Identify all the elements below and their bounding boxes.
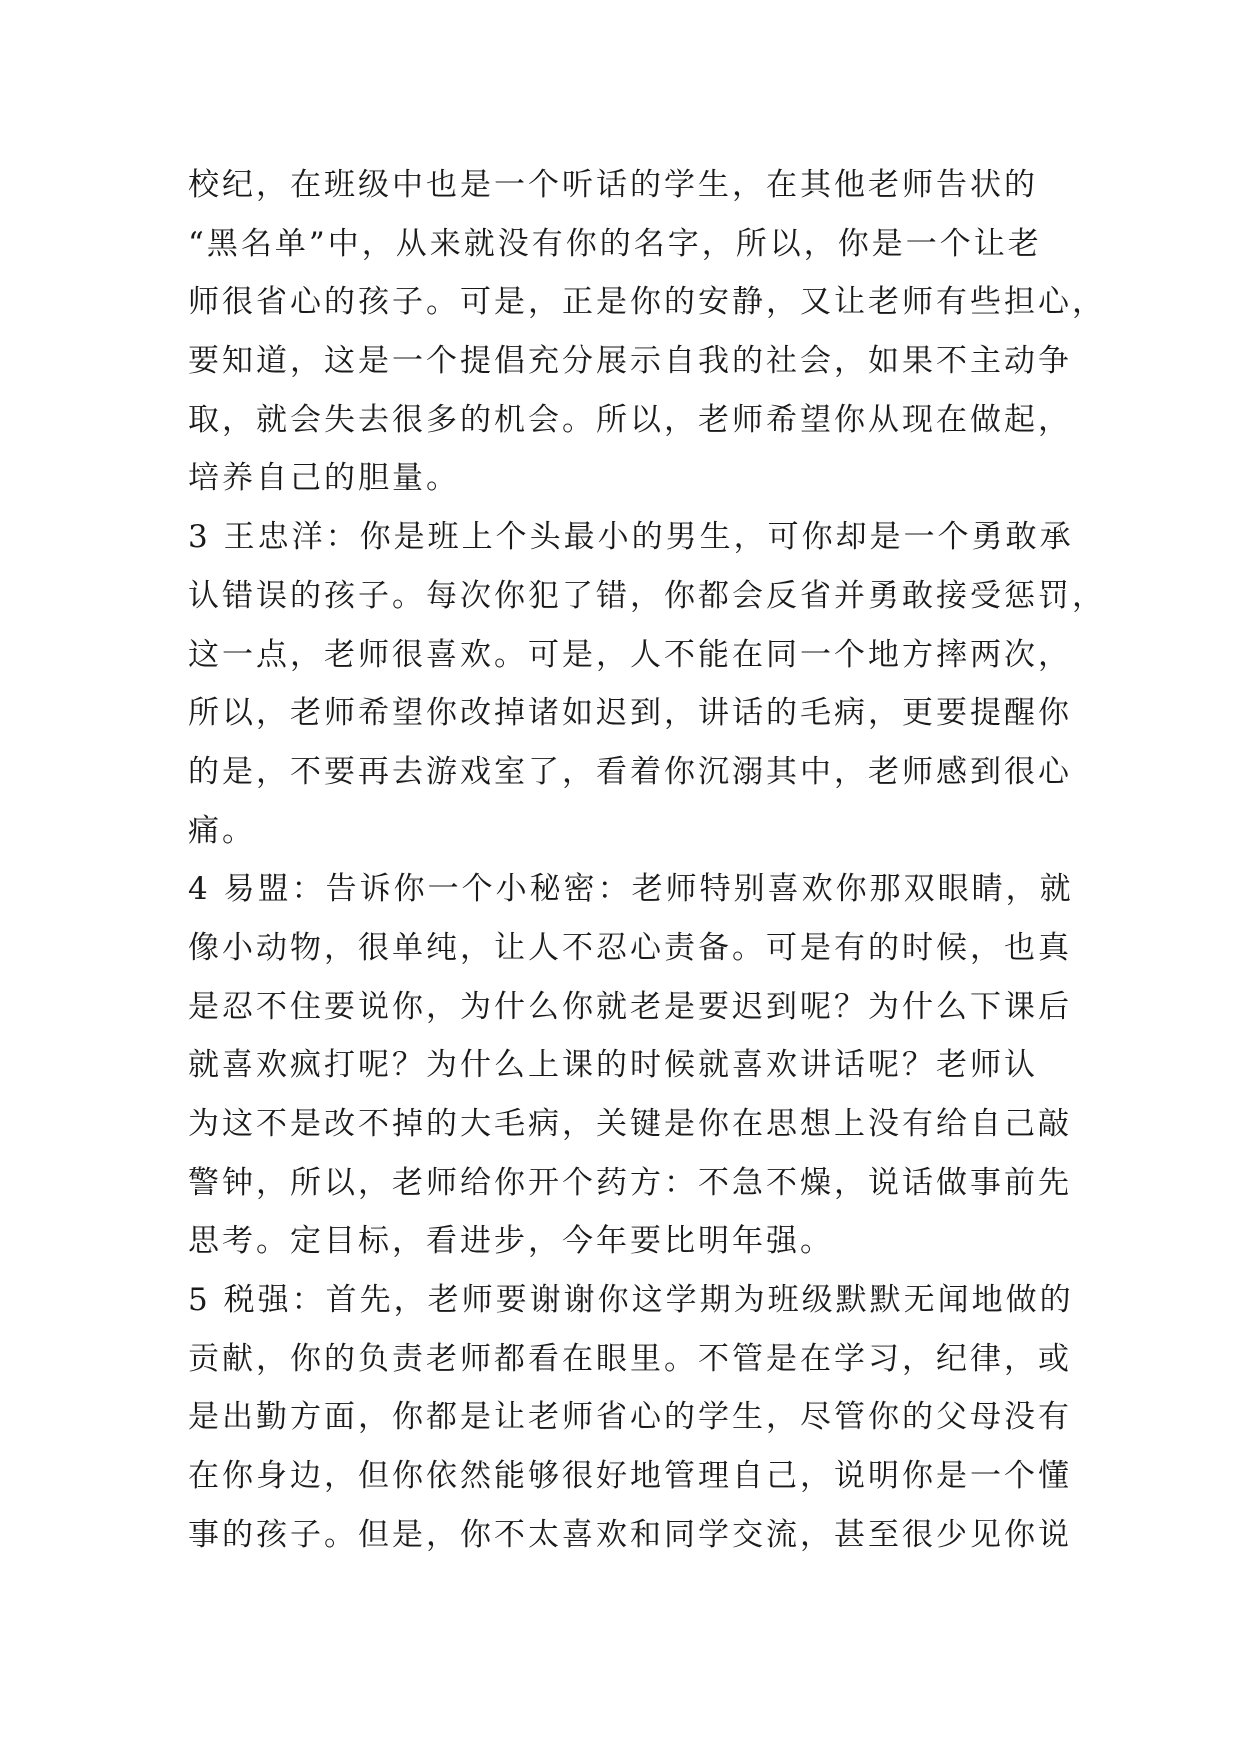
text-line: 像小动物，很单纯，让人不忍心责备。可是有的时候，也真	[188, 929, 1072, 966]
text-line: 培养自己的胆量。	[188, 460, 460, 497]
text-line: 警钟，所以，老师给你开个药方：不急不燥，说话做事前先	[188, 1164, 1072, 1201]
text-line: 为这不是改不掉的大毛病，关键是你在思想上没有给自己敲	[188, 1106, 1072, 1142]
text-line: 师很省心的孩子。可是，正是你的安静，又让老师有些担心，	[188, 284, 1106, 321]
text-line: 是出勤方面，你都是让老师省心的学生，尽管你的父母没有	[188, 1399, 1072, 1436]
text-line: “黑名单”中，从来就没有你的名字，所以，你是一个让老	[188, 225, 1042, 262]
body-text	[188, 156, 1106, 1565]
text-line: 是忍不住要说你，为什么你就老是要迟到呢？为什么下课后	[188, 988, 1072, 1025]
text-line: 3 王忠洋：你是班上个头最小的男生，可你却是一个勇敢承	[188, 519, 1074, 556]
text-line: 这一点，老师很喜欢。可是，人不能在同一个地方摔两次，	[188, 636, 1072, 673]
text-line: 在你身边，但你依然能够很好地管理自己，说明你是一个懂	[188, 1458, 1072, 1495]
text-line: 的是，不要再去游戏室了，看着你沉溺其中，老师感到很心	[188, 753, 1072, 790]
text-line: 痛。	[188, 812, 256, 849]
text-line: 思考。定目标，看进步，今年要比明年强。	[188, 1223, 834, 1260]
text-line: 要知道，这是一个提倡充分展示自我的社会，如果不主动争	[188, 343, 1072, 380]
text-line: 贡献，你的负责老师都看在眼里。不管是在学习，纪律，或	[188, 1340, 1072, 1377]
text-line: 校纪，在班级中也是一个听话的学生，在其他老师告状的	[188, 167, 1038, 203]
text-line: 就喜欢疯打呢？为什么上课的时候就喜欢讲话呢？老师认	[188, 1047, 1038, 1084]
text-line: 事的孩子。但是，你不太喜欢和同学交流，甚至很少见你说	[188, 1516, 1072, 1553]
text-line: 4 易盟：告诉你一个小秘密：老师特别喜欢你那双眼睛，就	[188, 871, 1074, 908]
text-line: 认错误的孩子。每次你犯了错，你都会反省并勇敢接受惩罚，	[188, 577, 1106, 614]
text-line: 取，就会失去很多的机会。所以，老师希望你从现在做起，	[188, 401, 1072, 438]
text-line: 5 税强：首先，老师要谢谢你这学期为班级默默无闻地做的	[188, 1282, 1074, 1319]
text-line: 所以，老师希望你改掉诸如迟到，讲话的毛病，更要提醒你	[188, 695, 1072, 732]
